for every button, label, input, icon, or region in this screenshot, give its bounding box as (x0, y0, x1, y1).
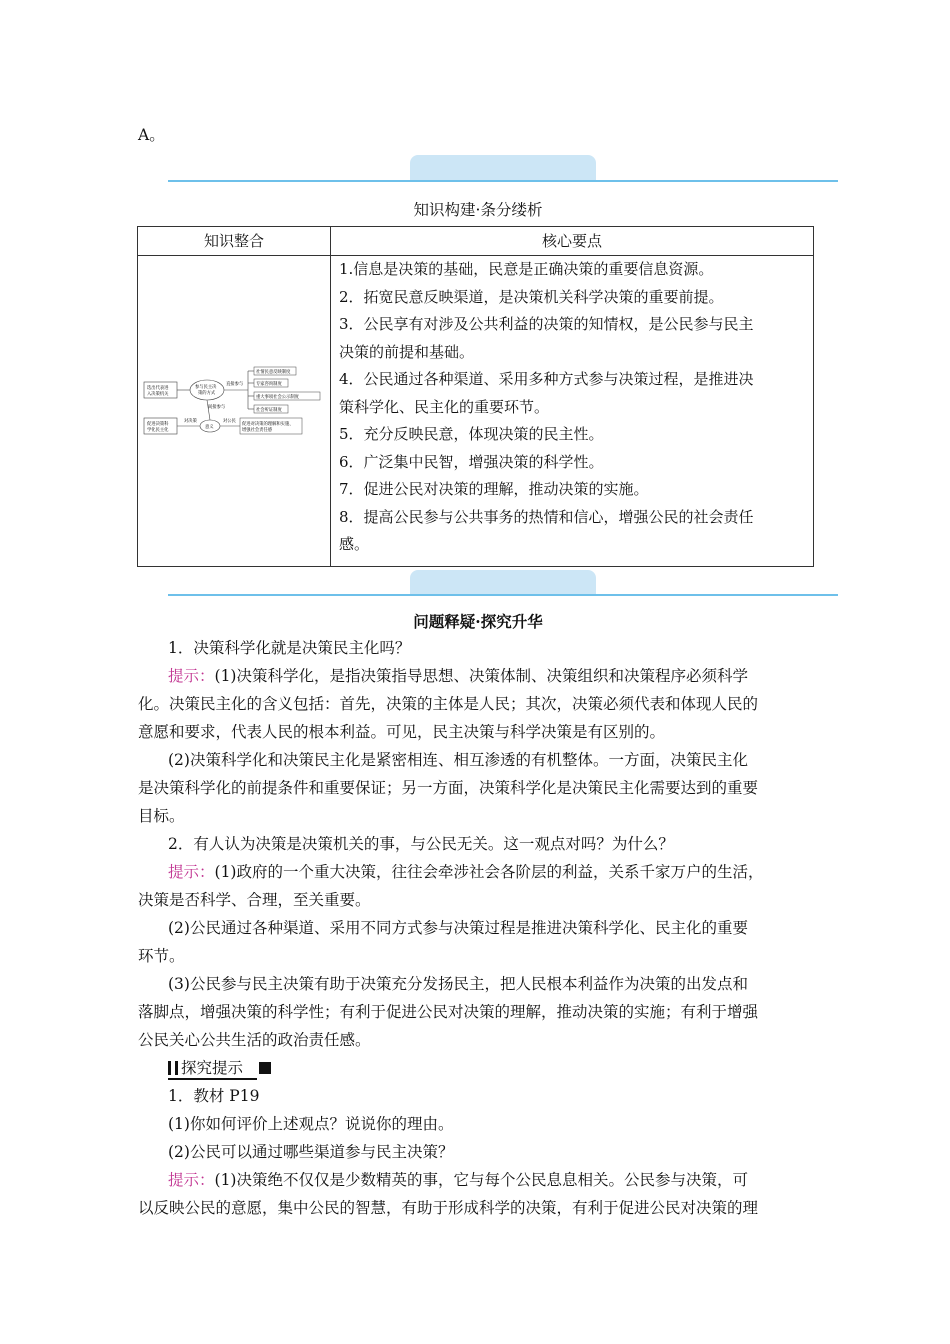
section-title: 知识构建·条分缕析 (413, 201, 543, 219)
mindmap-diagram (138, 256, 330, 562)
mindmap-right-bottom-1: 促进对决策的理解和实施、 (242, 422, 294, 427)
answer-line (138, 666, 818, 686)
answer-line: 决策是否科学、合理，至关重要。 (138, 891, 371, 909)
answer-line: (2)公民通过各种渠道、采用不同方式参与决策过程是推进决策科学化、民主化的重要 (168, 919, 748, 937)
bar-icon (168, 1061, 171, 1075)
explore-question: (2)公民可以通过哪些渠道参与民主决策？ (168, 1143, 454, 1161)
question-2: 2．有人认为决策是决策机关的事，与公民无关。这一观点对吗？为什么？ (168, 835, 674, 853)
answer-text: (1)决策绝不仅仅是少数精英的事，它与每个公民息息相关。公民参与决策，可 (214, 1171, 748, 1189)
explore-question: (1)你如何评价上述观点？说说你的理由。 (168, 1115, 454, 1133)
mindmap-edge-decision: 对决策 (184, 419, 197, 424)
mindmap-cell (138, 256, 331, 567)
answer-text: (1)政府的一个重大决策，往往会牵涉社会各阶层的利益，关系千家万户的生活， (214, 863, 764, 881)
top-text: A。 (138, 126, 165, 144)
mindmap-edge-indirect: 间接参与 (208, 405, 226, 410)
core-point: 8．提高公民参与公共事务的热情和信心，增强公民的社会责任 (339, 507, 754, 526)
core-point: 6．广泛集中民智，增强决策的科学性。 (339, 452, 604, 471)
answer-line: 化。决策民主化的含义包括：首先，决策的主体是人民；其次，决策必须代表和体现人民的 (138, 695, 759, 713)
hint-label: 提示： (168, 667, 215, 685)
bar-icon (175, 1061, 178, 1075)
answer-line (138, 862, 818, 882)
answer-line: 公民关心公共生活的政治责任感。 (138, 1031, 371, 1049)
core-point: 策科学化、民主化的重要环节。 (339, 397, 550, 416)
answer-text: (1)决策科学化，是指决策指导思想、决策体制、决策组织和决策程序必须科学 (214, 667, 748, 685)
answer-line: 目标。 (138, 807, 185, 825)
core-point: 5．充分反映民意，体现决策的民主性。 (339, 425, 604, 443)
mindmap-right-item-1: 社情民意反映制度 (256, 370, 291, 375)
core-points-cell (331, 256, 814, 567)
knowledge-table (137, 226, 814, 567)
mindmap-right-item-2: 专家咨询制度 (256, 382, 282, 387)
explore-heading (168, 1058, 271, 1078)
mindmap-center-top-2: 策的方式 (198, 391, 216, 396)
table-header-right: 核心要点 (331, 227, 814, 256)
mindmap-left-top-2: 入决策机关 (147, 392, 169, 397)
mindmap-center-bottom: 意义 (205, 425, 214, 430)
mindmap-left-bottom-1: 促进决策科 (147, 422, 169, 427)
answer-line: 以反映公民的意愿，集中公民的智慧，有助于形成科学的决策，有利于促进公民对决策的理 (138, 1199, 759, 1217)
mindmap-center-top-1: 参与民主决 (195, 385, 217, 390)
mindmap-right-item-4: 社会听证制度 (256, 408, 282, 413)
section-banner-line (168, 180, 838, 182)
answer-line: 环节。 (138, 947, 185, 965)
answer-line: 意愿和要求，代表人民的根本利益。可见，民主决策与科学决策是有区别的。 (138, 723, 666, 741)
core-point: 决策的前提和基础。 (339, 342, 475, 361)
mindmap-left-top-1: 选出代表进 (147, 386, 169, 391)
answer-line (138, 1170, 818, 1190)
answer-line: 是决策科学化的前提条件和重要保证；另一方面，决策科学化是决策民主化需要达到的重要 (138, 779, 759, 797)
mindmap-left-bottom-2: 学化民主化 (147, 428, 169, 433)
explore-label: 探究提示 (181, 1059, 244, 1077)
square-icon (259, 1062, 271, 1074)
table-header-left: 知识整合 (138, 227, 331, 256)
core-point: 3．公民享有对涉及公共利益的决策的知情权，是公民参与民主 (339, 315, 754, 333)
core-point: 1.信息是决策的基础，民意是正确决策的重要信息资源。 (339, 260, 714, 278)
core-point: 4．公民通过各种渠道、采用多种方式参与决策过程，是推进决 (339, 370, 754, 388)
section-title: 问题释疑·探究升华 (413, 612, 543, 631)
core-point: 2．拓宽民意反映渠道，是决策机关科学决策的重要前提。 (339, 287, 724, 306)
explore-item: 1．教材 P19 (168, 1087, 260, 1105)
core-point: 感。 (339, 535, 370, 553)
mindmap-edge-society: 对公民 (223, 419, 236, 424)
mindmap-edge-direct: 直接参与 (226, 382, 244, 387)
hint-label: 提示： (168, 1171, 215, 1189)
mindmap-right-bottom-2: 增强社会责任感 (242, 428, 273, 433)
mindmap-right-item-3: 重大事项社会公示制度 (256, 395, 299, 400)
answer-line: (3)公民参与民主决策有助于决策充分发扬民主，把人民根本利益作为决策的出发点和 (168, 975, 748, 993)
section-banner-line (168, 594, 838, 596)
core-point: 7．促进公民对决策的理解，推动决策的实施。 (339, 480, 649, 498)
hint-label: 提示： (168, 863, 215, 881)
answer-line: 落脚点，增强决策的科学性；有利于促进公民对决策的理解，推动决策的实施；有利于增强 (138, 1003, 759, 1021)
answer-line: (2)决策科学化和决策民主化是紧密相连、相互渗透的有机整体。一方面，决策民主化 (168, 751, 748, 769)
question-1: 1．决策科学化就是决策民主化吗？ (168, 639, 411, 657)
section-banner-tab (410, 155, 596, 181)
section-banner-tab (410, 570, 596, 596)
